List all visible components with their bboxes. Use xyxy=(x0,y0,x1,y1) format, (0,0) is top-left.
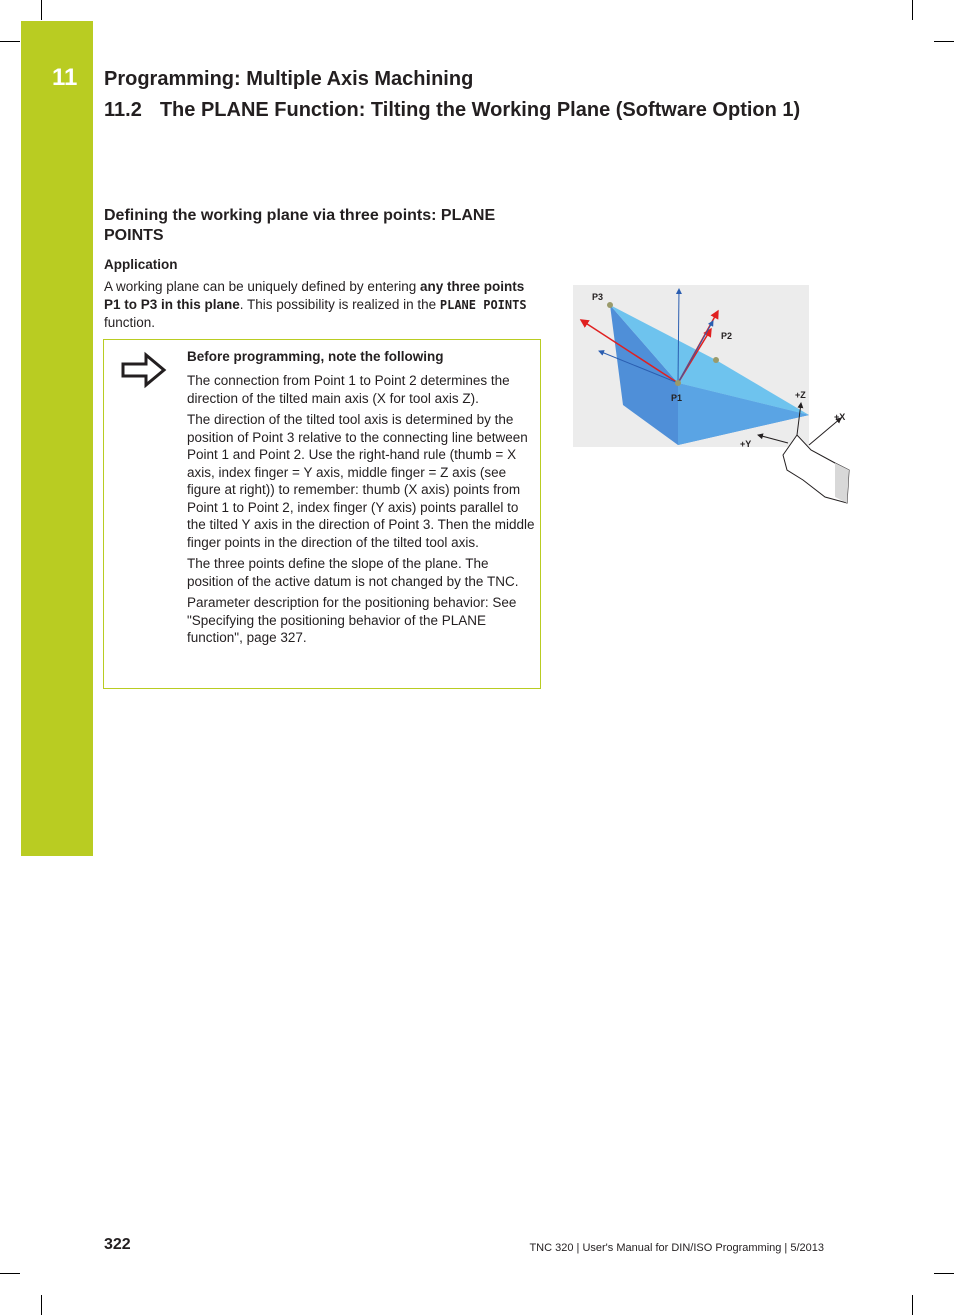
point-p3 xyxy=(607,302,613,308)
footer-text: TNC 320 | User's Manual for DIN/ISO Programming | 5/2013 xyxy=(529,1242,824,1254)
plane-points-figure xyxy=(573,285,853,510)
note-body xyxy=(187,348,537,651)
label-z: +Z xyxy=(795,390,806,400)
crop-mark xyxy=(912,0,913,20)
note-title: Before programming, note the following xyxy=(187,349,444,364)
intro-emphasis: any three points P1 to P3 in this plane xyxy=(104,279,525,312)
hand-shading xyxy=(835,463,849,503)
point-p1 xyxy=(675,380,681,386)
label-x: +X xyxy=(834,412,846,422)
crop-mark xyxy=(0,1273,20,1274)
label-p2: P2 xyxy=(721,331,733,341)
intro-text: . This possibility is realized in the xyxy=(239,297,440,312)
note-box xyxy=(103,339,541,689)
crop-mark xyxy=(934,41,954,42)
note-paragraph: The three points define the slope of the plane. The position of the active datum is not changed by the TNC. xyxy=(187,556,519,589)
page-number: 322 xyxy=(104,1236,131,1253)
subheading: Application xyxy=(104,257,178,272)
note-paragraph: The direction of the tilted tool axis is determined by the position of Point 3 relative to the connecting line between Point 1 and Point 2. Use the right-hand rule (thumb = X axis, index finger = Y axis, middle finger = Z axis (see figure at right)) to remember: thumb (X axis) points from Point 1 to Point 2, index finger (Y axis) points parallel to the tilted Y axis in the direction of Point 3. Then the middle finger points in the direction of the tilted tool axis. xyxy=(187,412,535,550)
chapter-number: 11 xyxy=(52,64,78,91)
label-p3: P3 xyxy=(592,292,604,302)
point-p2 xyxy=(713,357,719,363)
note-paragraph: The connection from Point 1 to Point 2 determines the direction of the tilted main axis (X for tool axis Z). xyxy=(187,373,510,406)
arrow-right-outline-icon xyxy=(120,350,168,390)
intro-paragraph xyxy=(104,278,544,332)
section-title xyxy=(104,99,800,122)
hand-x-arrow xyxy=(809,418,841,445)
label-p1: P1 xyxy=(671,393,683,403)
intro-text: A working plane can be uniquely defined by entering xyxy=(104,279,420,294)
section-title-text: The PLANE Function: Tilting the Working Plane (Software Option 1) xyxy=(159,99,801,121)
function-code: PLANE POINTS xyxy=(439,298,527,312)
chapter-sidebar xyxy=(21,21,93,856)
crop-mark xyxy=(934,1273,954,1274)
section-number: 11.2 xyxy=(104,99,142,121)
chapter-title: Programming: Multiple Axis Machining xyxy=(104,68,474,90)
crop-mark xyxy=(41,1295,42,1315)
crop-mark xyxy=(41,0,42,20)
crop-mark xyxy=(912,1295,913,1315)
section-heading: Defining the working plane via three points: PLANE POINTS xyxy=(104,207,496,244)
note-paragraph: Parameter description for the positioning behavior: See "Specifying the positioning behavior of the PLANE function", page 327. xyxy=(187,595,517,645)
crop-mark xyxy=(0,41,20,42)
label-y: +Y xyxy=(740,439,752,449)
intro-text: function. xyxy=(104,315,156,330)
